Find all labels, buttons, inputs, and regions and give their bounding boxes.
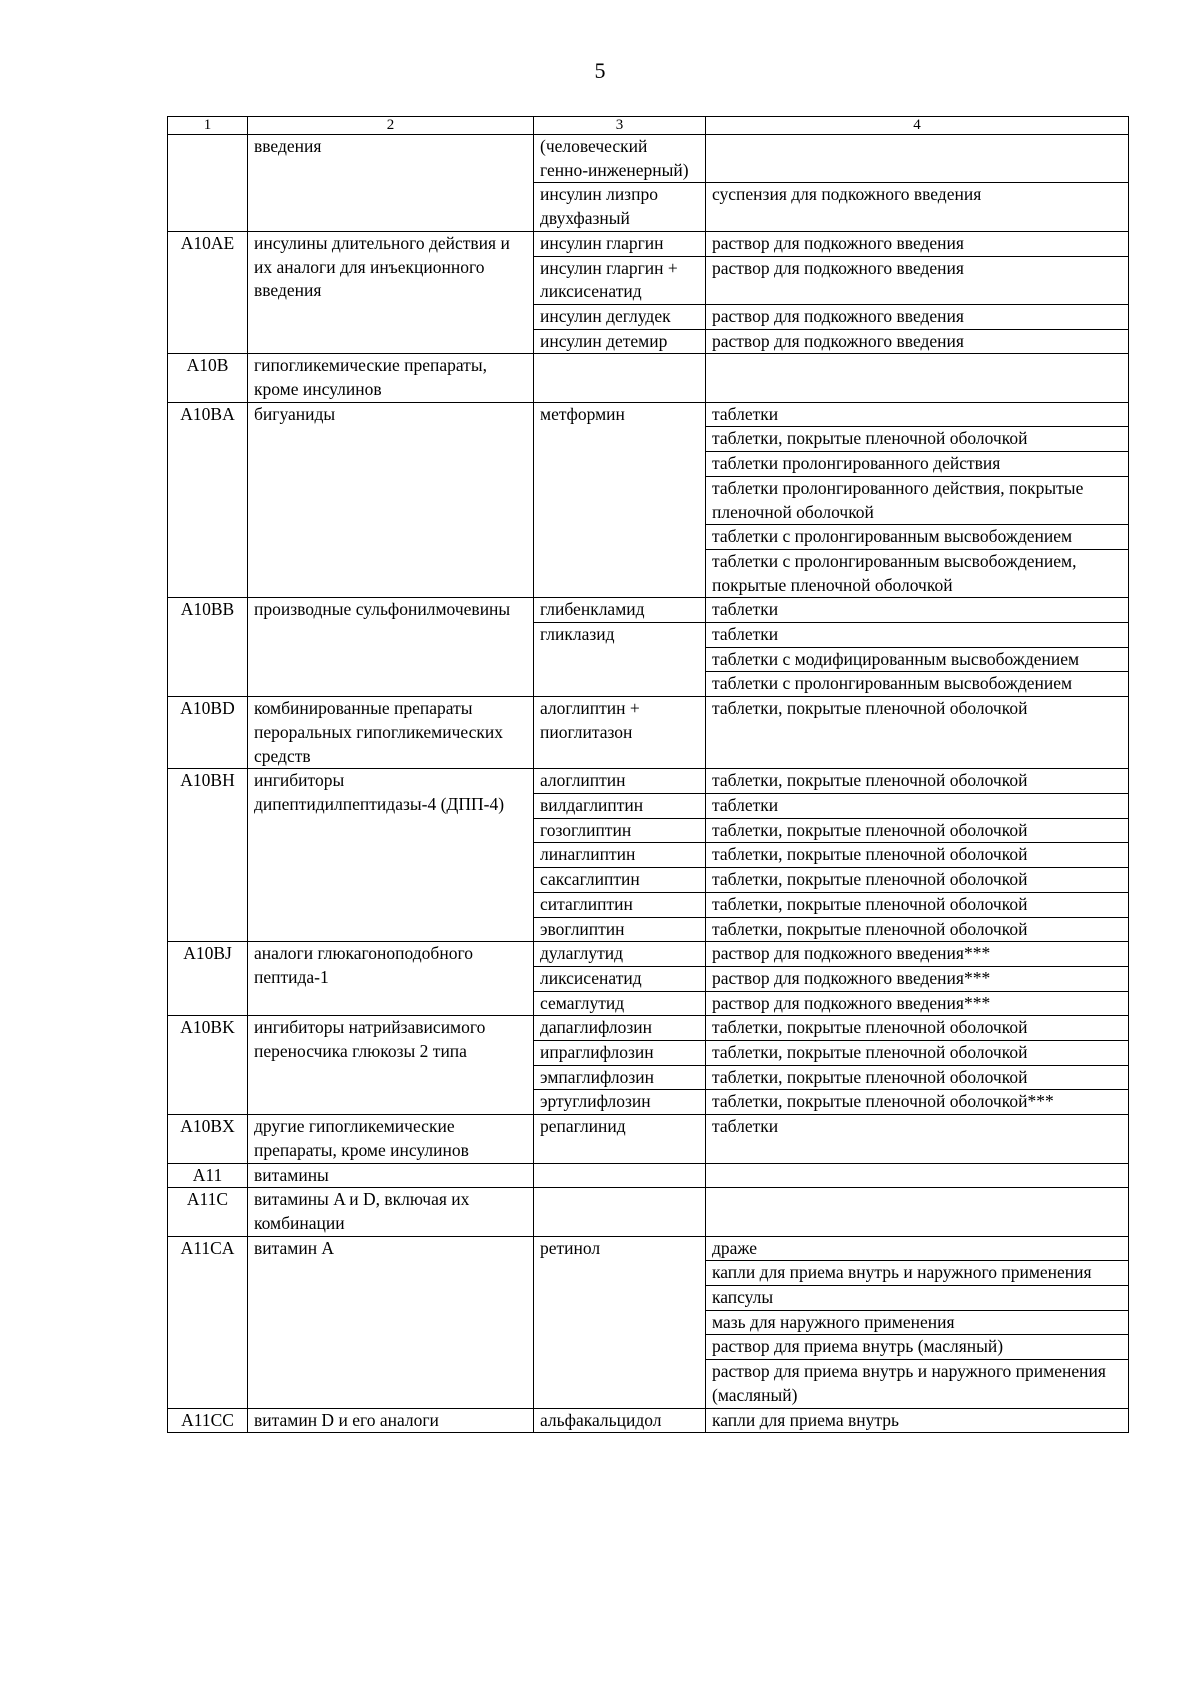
dosage-form-cell: таблетки пролонгированного действия [706,452,1129,477]
drug-name-cell: (человеческий генно-инженерный) [534,135,706,183]
drug-name-cell: ситаглиптин [534,892,706,917]
drug-name-cell: алоглиптин [534,769,706,794]
table-row [168,697,1129,769]
atc-code-cell: A10B [168,354,248,402]
group-name-cell: витамины A и D, включая их комбинации [248,1188,534,1236]
drug-name-cell: инсулин гларгин [534,231,706,256]
drug-name-cell: ипраглифлозин [534,1041,706,1066]
dosage-form-cell: таблетки, покрытые пленочной оболочкой [706,868,1129,893]
dosage-form-cell: раствор для подкожного введения*** [706,991,1129,1016]
dosage-form-cell: таблетки [706,793,1129,818]
drug-list-table [167,116,1129,1433]
group-name-cell: введения [248,135,534,232]
group-name-cell: витамин D и его аналоги [248,1408,534,1433]
dosage-form-cell: суспензия для подкожного введения [706,183,1129,231]
table-row [168,135,1129,183]
dosage-form-cell: капли для приема внутрь и наружного применения [706,1261,1129,1286]
drug-name-cell: инсулин лизпро двухфазный [534,183,706,231]
drug-name-cell: гликлазид [534,623,706,697]
dosage-form-cell: таблетки, покрытые пленочной оболочкой [706,1041,1129,1066]
dosage-form-cell: таблетки, покрытые пленочной оболочкой [706,843,1129,868]
table-body [168,135,1129,1433]
drug-name-cell: эртуглифлозин [534,1090,706,1115]
dosage-form-cell: таблетки, покрытые пленочной оболочкой [706,697,1129,769]
group-name-cell: аналоги глюкагоноподобного пептида-1 [248,942,534,1016]
dosage-form-cell: таблетки, покрытые пленочной оболочкой [706,1016,1129,1041]
dosage-form-cell: мазь для наружного применения [706,1310,1129,1335]
drug-name-cell: вилдаглиптин [534,793,706,818]
drug-name-cell: метформин [534,402,706,598]
table-row [168,1115,1129,1163]
dosage-form-cell: таблетки, покрытые пленочной оболочкой [706,917,1129,942]
drug-name-cell: гозоглиптин [534,818,706,843]
drug-name-cell: саксаглиптин [534,868,706,893]
dosage-form-cell: раствор для подкожного введения [706,256,1129,304]
atc-code-cell: A10BK [168,1016,248,1115]
dosage-form-cell: капсулы [706,1286,1129,1311]
atc-code-cell: A11C [168,1188,248,1236]
drug-name-cell: инсулин гларгин + ликсисенатид [534,256,706,304]
table-row [168,1236,1129,1261]
drug-name-cell: инсулин детемир [534,329,706,354]
drug-name-cell: дулаглутид [534,942,706,967]
dosage-form-cell [706,1188,1129,1236]
atc-code-cell: A10BJ [168,942,248,1016]
drug-name-cell: альфакальцидол [534,1408,706,1433]
atc-code-cell [168,135,248,232]
group-name-cell: ингибиторы натрийзависимого переносчика глюкозы 2 типа [248,1016,534,1115]
drug-name-cell: семаглутид [534,991,706,1016]
atc-code-cell: A10BB [168,598,248,697]
dosage-form-cell: таблетки, покрытые пленочной оболочкой*** [706,1090,1129,1115]
drug-name-cell: эвоглиптин [534,917,706,942]
drug-name-cell: ретинол [534,1236,706,1408]
dosage-form-cell: раствор для приема внутрь (масляный) [706,1335,1129,1360]
page-number: 5 [594,58,606,83]
dosage-form-cell: раствор для подкожного введения [706,231,1129,256]
dosage-form-cell: таблетки с модифицированным высвобождением [706,647,1129,672]
dosage-form-cell: раствор для подкожного введения [706,304,1129,329]
dosage-form-cell: таблетки, покрытые пленочной оболочкой [706,892,1129,917]
drug-name-cell: инсулин деглудек [534,304,706,329]
column-header-4: 4 [706,117,1129,135]
dosage-form-cell: раствор для приема внутрь и наружного применения (масляный) [706,1360,1129,1408]
dosage-form-cell: раствор для подкожного введения*** [706,966,1129,991]
table-header-row [168,117,1129,135]
drug-name-cell: глибенкламид [534,598,706,623]
table-row [168,1408,1129,1433]
atc-code-cell: A11CC [168,1408,248,1433]
dosage-form-cell: таблетки пролонгированного действия, покрытые пленочной оболочкой [706,476,1129,524]
dosage-form-cell: таблетки, покрытые пленочной оболочкой [706,818,1129,843]
atc-code-cell: A10BX [168,1115,248,1163]
group-name-cell: витамины [248,1163,534,1188]
group-name-cell: ингибиторы дипептидилпептидазы-4 (ДПП-4) [248,769,534,942]
table-row [168,769,1129,794]
group-name-cell: бигуаниды [248,402,534,598]
table-row [168,1188,1129,1236]
drug-name-cell [534,354,706,402]
group-name-cell: комбинированные препараты пероральных гипогликемических средств [248,697,534,769]
drug-name-cell: эмпаглифлозин [534,1065,706,1090]
dosage-form-cell: таблетки, покрытые пленочной оболочкой [706,427,1129,452]
group-name-cell: производные сульфонилмочевины [248,598,534,697]
column-header-1: 1 [168,117,248,135]
drug-name-cell [534,1163,706,1188]
drug-name-cell: репаглинид [534,1115,706,1163]
dosage-form-cell: таблетки с пролонгированным высвобождением [706,525,1129,550]
drug-name-cell: ликсисенатид [534,966,706,991]
column-header-3: 3 [534,117,706,135]
dosage-form-cell: раствор для подкожного введения*** [706,942,1129,967]
dosage-form-cell: таблетки, покрытые пленочной оболочкой [706,1065,1129,1090]
dosage-form-cell: таблетки [706,598,1129,623]
drug-name-cell: линаглиптин [534,843,706,868]
drug-name-cell [534,1188,706,1236]
atc-code-cell: A10BH [168,769,248,942]
table-row [168,942,1129,967]
table-row [168,354,1129,402]
dosage-form-cell [706,354,1129,402]
table-row [168,1016,1129,1041]
drug-name-cell: алоглиптин + пиоглитазон [534,697,706,769]
dosage-form-cell: таблетки [706,623,1129,648]
atc-code-cell: A10BD [168,697,248,769]
dosage-form-cell: драже [706,1236,1129,1261]
dosage-form-cell: таблетки с пролонгированным высвобождением [706,672,1129,697]
group-name-cell: витамин A [248,1236,534,1408]
atc-code-cell: A11 [168,1163,248,1188]
table-row [168,231,1129,256]
group-name-cell: инсулины длительного действия и их аналоги для инъекционного введения [248,231,534,354]
dosage-form-cell: таблетки, покрытые пленочной оболочкой [706,769,1129,794]
atc-code-cell: A11CA [168,1236,248,1408]
column-header-2: 2 [248,117,534,135]
group-name-cell: гипогликемические препараты, кроме инсулинов [248,354,534,402]
dosage-form-cell [706,135,1129,183]
dosage-form-cell: таблетки [706,1115,1129,1163]
atc-code-cell: A10BA [168,402,248,598]
table-row [168,402,1129,427]
dosage-form-cell: капли для приема внутрь [706,1408,1129,1433]
drug-name-cell: дапаглифлозин [534,1016,706,1041]
dosage-form-cell: таблетки с пролонгированным высвобождением, покрытые пленочной оболочкой [706,549,1129,597]
dosage-form-cell [706,1163,1129,1188]
atc-code-cell: A10AE [168,231,248,354]
table-row [168,1163,1129,1188]
dosage-form-cell: таблетки [706,402,1129,427]
group-name-cell: другие гипогликемические препараты, кроме инсулинов [248,1115,534,1163]
dosage-form-cell: раствор для подкожного введения [706,329,1129,354]
table-row [168,598,1129,623]
